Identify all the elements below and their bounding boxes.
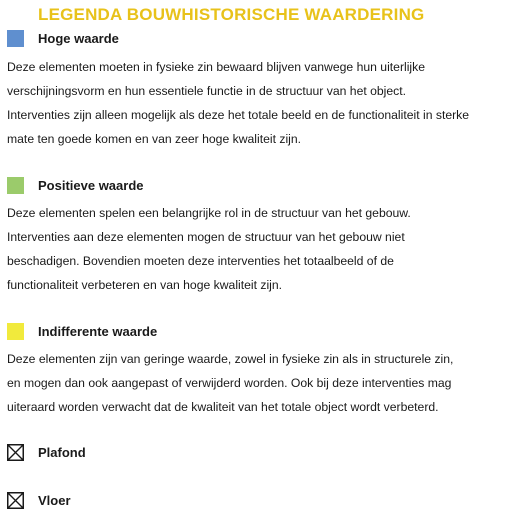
- indifferent-value-description: [7, 347, 513, 419]
- description-line: Deze elementen zijn van geringe waarde, zowel in fysieke zin als in structurele zin,: [7, 352, 454, 366]
- high-value-description: [7, 55, 513, 151]
- description-line: verschijningsvorm en hun essentiele functie in de structuur van het object.: [7, 84, 407, 98]
- high-value-heading: Hoge waarde: [38, 31, 119, 46]
- legend-title: LEGENDA BOUWHISTORISCHE WAARDERING: [38, 5, 425, 24]
- indifferent-value-swatch: [7, 323, 24, 340]
- positive-value-heading: Positieve waarde: [38, 178, 144, 193]
- vloer-label: Vloer: [38, 493, 71, 508]
- description-line: Deze elementen spelen een belangrijke rol in de structuur van het gebouw.: [7, 206, 411, 220]
- description-line: uiteraard worden verwacht dat de kwaliteit van het totale object wordt verbeterd.: [7, 400, 439, 414]
- plafond-label: Plafond: [38, 445, 86, 460]
- description-line: en mogen dan ook aangepast of verwijderd worden. Ook bij deze interventies mag: [7, 376, 452, 390]
- description-line: mate ten goede komen en van zeer hoge kwaliteit zijn.: [7, 132, 302, 146]
- description-line: Deze elementen moeten in fysieke zin bewaard blijven vanwege hun uiterlijke: [7, 60, 425, 74]
- positive-value-description: [7, 201, 513, 297]
- description-line: Interventies zijn alleen mogelijk als deze het totale beeld en de functionaliteit in sterke: [7, 108, 470, 122]
- description-line: beschadigen. Bovendien moeten deze interventies het totaalbeeld of de: [7, 254, 394, 268]
- indifferent-value-heading: Indifferente waarde: [38, 324, 158, 339]
- crossed-box-icon: [7, 492, 24, 509]
- high-value-swatch: [7, 30, 24, 47]
- positive-value-swatch: [7, 177, 24, 194]
- crossed-box-icon: [7, 444, 24, 461]
- description-line: Interventies aan deze elementen mogen de structuur van het gebouw niet: [7, 230, 405, 244]
- description-line: functionaliteit verbeteren en van hoge kwaliteit zijn.: [7, 278, 283, 292]
